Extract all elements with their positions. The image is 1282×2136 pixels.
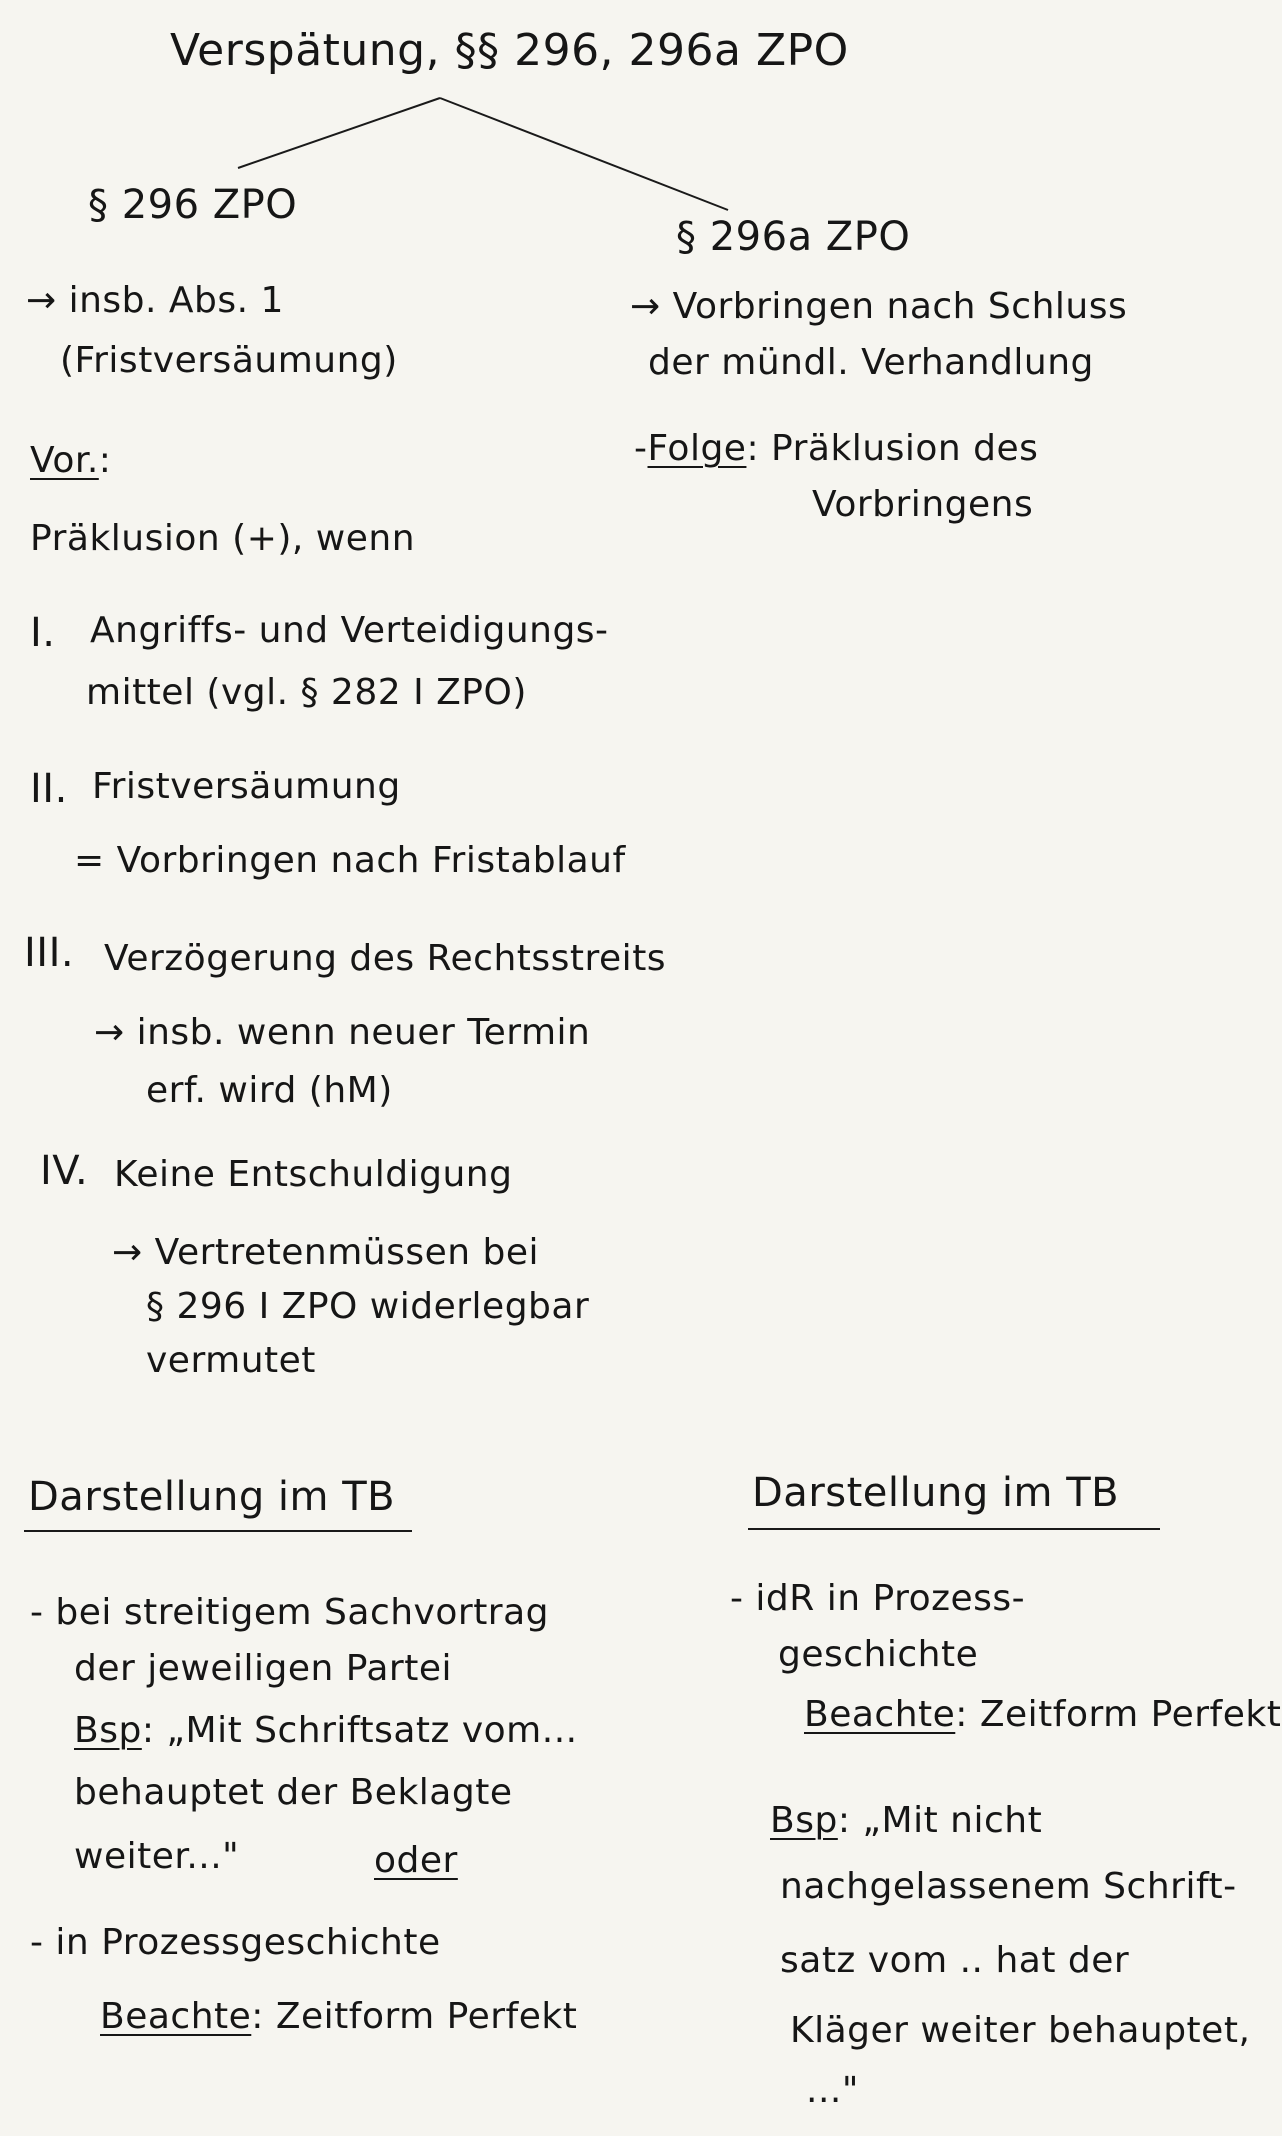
right-heading: § 296a ZPO [676, 214, 911, 260]
left-oder: oder [374, 1840, 458, 1881]
right-bsp-label: Bsp [770, 1800, 838, 1841]
item-4-line1: Keine Entschuldigung [114, 1154, 513, 1195]
folge-label: Folge [647, 428, 747, 469]
right-beachte-text: : Zeitform Perfekt [955, 1694, 1282, 1735]
item-4-line4: vermutet [146, 1340, 316, 1381]
right-bsp-text2: nachgelassenem Schrift- [780, 1866, 1237, 1907]
right-dar-line2: geschichte [778, 1634, 979, 1675]
left-dar-line2: der jeweiligen Partei [74, 1648, 452, 1689]
item-2-line2: = Vorbringen nach Fristablauf [74, 840, 626, 881]
folge-dash: - [634, 428, 648, 469]
left-beachte-label: Beachte [100, 1996, 252, 2037]
right-dar-line1: - idR in Prozess- [730, 1578, 1026, 1619]
right-bsp-text3: satz vom .. hat der [780, 1940, 1130, 1981]
branch-line-left [238, 98, 440, 168]
branch-line-right [440, 98, 728, 210]
left-bsp-row [74, 1710, 578, 1751]
folge-text1: : Präklusion des [746, 428, 1039, 469]
left-dar-line3: - in Prozessgeschichte [30, 1922, 441, 1963]
right-darstellung-heading: Darstellung im TB [752, 1470, 1120, 1516]
page-title: Verspätung, §§ 296, 296a ZPO [170, 25, 849, 76]
item-3-line1: Verzögerung des Rechtsstreits [104, 938, 667, 979]
item-1-line2: mittel (vgl. § 282 I ZPO) [86, 672, 527, 713]
item-3-line2: → insb. wenn neuer Termin [94, 1012, 591, 1053]
item-4-numeral: IV. [40, 1148, 89, 1194]
item-1-numeral: I. [30, 610, 56, 656]
vor-row [30, 440, 111, 481]
right-beachte-row [804, 1694, 1281, 1735]
left-note-line1: → insb. Abs. 1 [26, 280, 284, 321]
right-beachte-label: Beachte [804, 1694, 956, 1735]
praeklusion-line: Präklusion (+), wenn [30, 518, 416, 559]
vor-label: Vor. [30, 440, 99, 481]
folge-row [634, 428, 1038, 469]
left-bsp-text2: behauptet der Beklagte [74, 1772, 513, 1813]
left-note-line2: (Fristversäumung) [60, 340, 398, 381]
item-4-line2: → Vertretenmüssen bei [112, 1232, 540, 1273]
vor-colon: : [98, 440, 112, 481]
right-note-line1: → Vorbringen nach Schluss [630, 286, 1128, 327]
left-darstellung-heading: Darstellung im TB [28, 1474, 396, 1520]
left-bsp-text1: : „Mit Schriftsatz vom... [141, 1710, 578, 1751]
right-bsp-text1: : „Mit nicht [837, 1800, 1043, 1841]
left-dar-line1: - bei streitigem Sachvortrag [30, 1592, 550, 1633]
item-2-numeral: II. [30, 766, 68, 812]
left-bsp-text3: weiter..." [74, 1836, 240, 1877]
left-darstellung-underline [24, 1530, 412, 1532]
left-beachte-text: : Zeitform Perfekt [251, 1996, 578, 2037]
item-2-line1: Fristversäumung [92, 766, 401, 807]
right-note-line2: der mündl. Verhandlung [648, 342, 1094, 383]
item-3-line3: erf. wird (hM) [146, 1070, 393, 1111]
left-bsp-label: Bsp [74, 1710, 142, 1751]
item-1-line1: Angriffs- und Verteidigungs- [90, 610, 609, 651]
left-heading: § 296 ZPO [88, 182, 298, 228]
right-darstellung-underline [748, 1528, 1160, 1530]
item-3-numeral: III. [24, 930, 75, 976]
right-bsp-row [770, 1800, 1042, 1841]
right-bsp-text4: Kläger weiter behauptet, [790, 2010, 1251, 2051]
right-bsp-text5: ..." [806, 2070, 859, 2111]
left-beachte-row [100, 1996, 577, 2037]
folge-text2: Vorbringens [812, 484, 1034, 525]
item-4-line3: § 296 I ZPO widerlegbar [146, 1286, 590, 1327]
